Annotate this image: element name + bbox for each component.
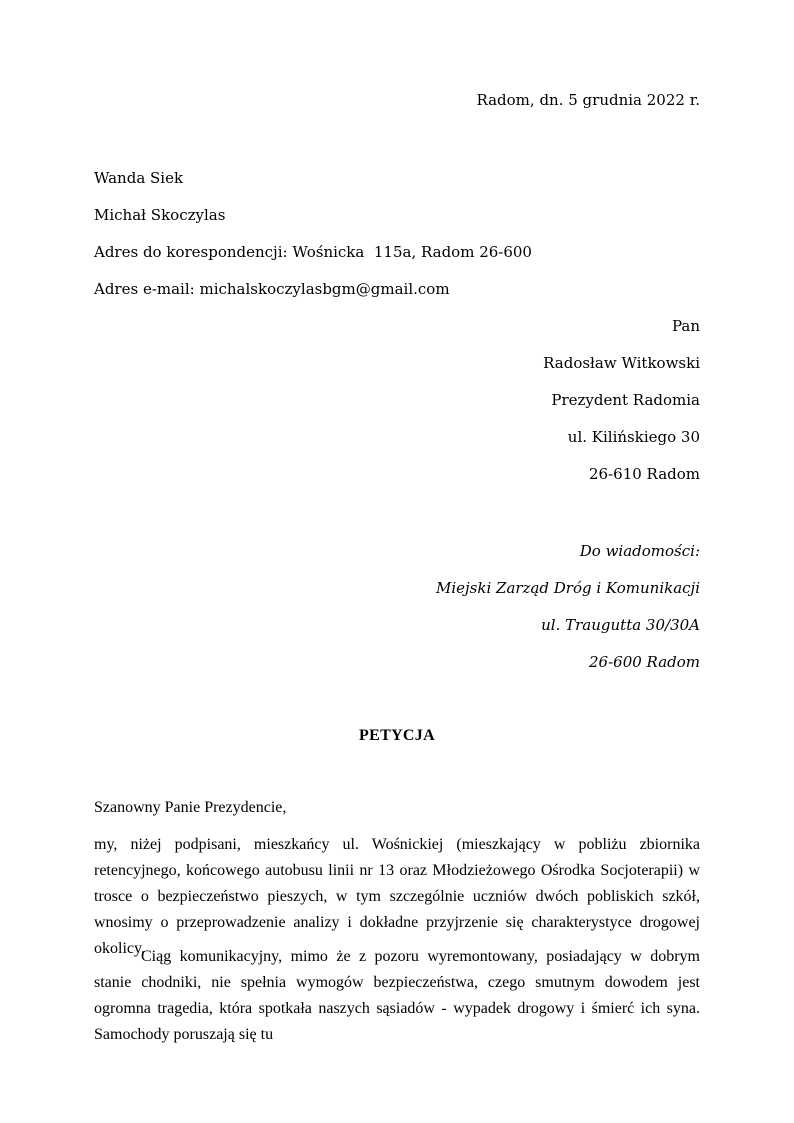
sender-correspondence-address: Adres do korespondencji: Wośnicka 115a, Radom 26-600: [94, 243, 532, 261]
cc-city: 26-600 Radom: [589, 653, 700, 671]
sender-block: [94, 160, 532, 308]
recipient-honorific: Pan: [671, 317, 700, 335]
cc-organization: Miejski Zarząd Dróg i Komunikacji: [435, 579, 700, 597]
body-paragraph-1: my, niżej podpisani, mieszkańcy ul. Wośnickiej (mieszkający w pobliżu zbiornika retencyjnego, końcowego autobusu linii nr 13 oraz Młodzieżowego Ośrodka Socjoterapii) w trosce o bezpieczeństwo pieszych, w tym szczególnie uczniów dwóch pobliskich szkół, wnosimy o przeprowadzenie analizy i dokładne przyjrzenie się charakterystyce drogowej okolicy.: [94, 836, 700, 957]
document-title: PETYCJA: [359, 727, 435, 744]
sender-name-1: Wanda Siek: [94, 169, 184, 187]
recipient-city: 26-610 Radom: [589, 465, 700, 483]
sender-name-2: Michał Skoczylas: [94, 206, 226, 224]
body-paragraph-2: Ciąg komunikacyjny, mimo że z pozoru wyremontowany, posiadający w dobrym stanie chodniki, nie spełnia wymogów bezpieczeństwa, czego smutnym dowodem jest ogromna tragedia, która spotkała naszych sąsiadów - wypadek drogowy i śmierć ich syna. Samochody poruszają się tu: [94, 948, 700, 1043]
cc-heading: Do wiadomości:: [579, 542, 700, 560]
cc-block: [436, 533, 700, 681]
cc-street: ul. Traugutta 30/30A: [541, 616, 700, 634]
recipient-block: [543, 308, 700, 493]
recipient-name: Radosław Witkowski: [543, 354, 700, 372]
sender-email: Adres e-mail: michalskoczylasbgm@gmail.com: [94, 280, 450, 298]
recipient-title: Prezydent Radomia: [551, 391, 700, 409]
salutation: Szanowny Panie Prezydencie,: [94, 799, 287, 816]
recipient-street: ul. Kilińskiego 30: [567, 428, 700, 446]
date-line: Radom, dn. 5 grudnia 2022 r.: [476, 91, 700, 109]
